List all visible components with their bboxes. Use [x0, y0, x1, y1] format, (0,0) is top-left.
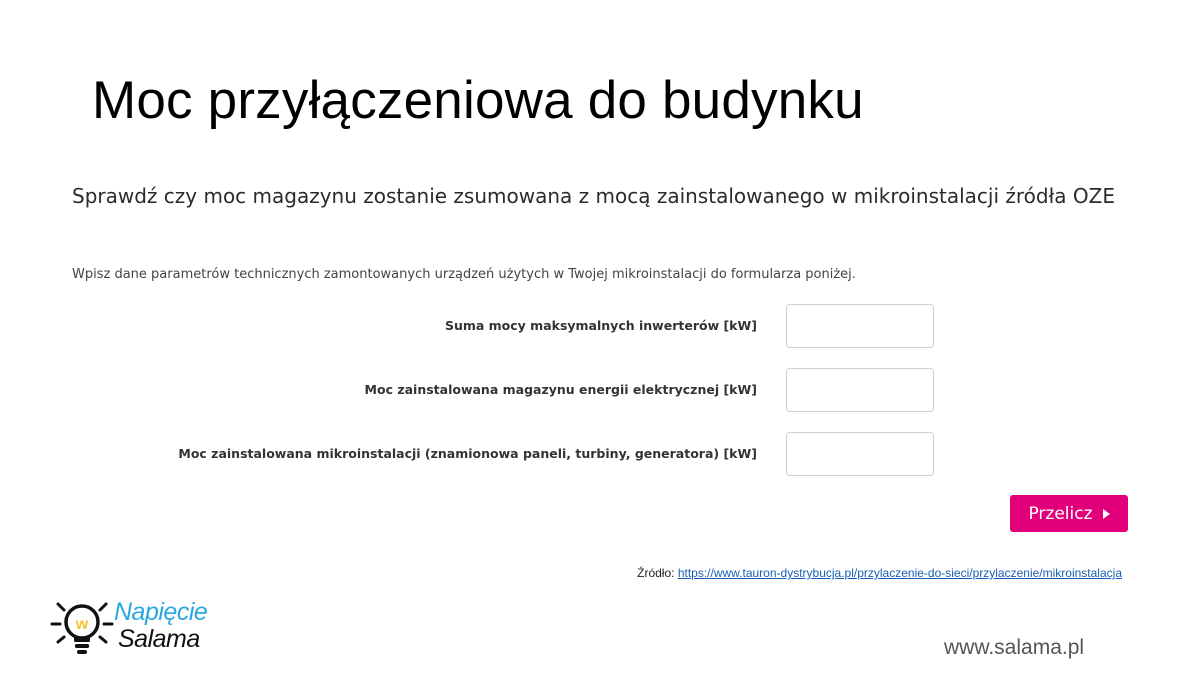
form-instructions: Wpisz dane parametrów technicznych zamontowanych urządzeń użytych w Twojej mikroinstalacji do formularza poniżej. — [72, 267, 856, 282]
form-row-inverters — [0, 304, 1200, 350]
logo-line-2: Salama — [118, 625, 200, 653]
source-note — [637, 566, 1122, 580]
light-bulb-icon — [50, 596, 114, 660]
calculate-button[interactable] — [1010, 495, 1128, 532]
form-heading: Sprawdź czy moc magazynu zostanie zsumowana z mocą zainstalowanego w mikroinstalacji źródła OZE — [72, 184, 1115, 208]
source-prefix: Źródło: — [637, 566, 678, 580]
form-row-storage — [0, 368, 1200, 414]
storage-power-input[interactable] — [786, 368, 934, 412]
slide-title: Moc przyłączeniowa do budynku — [92, 71, 864, 130]
play-icon — [1103, 509, 1110, 519]
napiecie-salama-logo — [50, 596, 230, 660]
inverters-power-input[interactable] — [786, 304, 934, 348]
inverters-power-label: Suma mocy maksymalnych inwerterów [kW] — [444, 318, 757, 333]
storage-power-label: Moc zainstalowana magazynu energii elektrycznej [kW] — [364, 382, 757, 397]
calculate-button-label: Przelicz — [1028, 503, 1093, 524]
website-url: www.salama.pl — [944, 636, 1085, 659]
bulb-letter: w — [75, 616, 89, 633]
microinstallation-power-input[interactable] — [786, 432, 934, 476]
microinstallation-power-label: Moc zainstalowana mikroinstalacji (znamionowa paneli, turbiny, generatora) [kW] — [178, 446, 757, 461]
source-link[interactable]: https://www.tauron-dystrybucja.pl/przylaczenie-do-sieci/przylaczenie/mikroinstalacja — [677, 566, 1122, 580]
form-row-microinstallation — [0, 432, 1200, 478]
logo-line-1: Napięcie — [114, 598, 208, 626]
